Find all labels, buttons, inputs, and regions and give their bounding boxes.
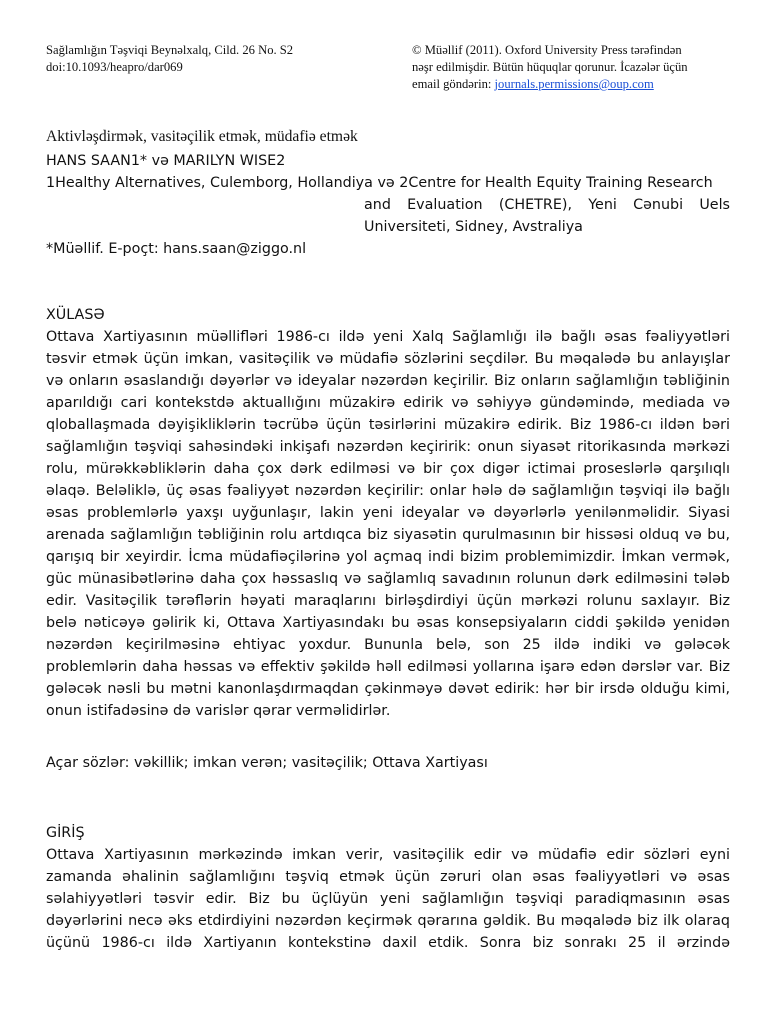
permissions-email-link[interactable]: journals.permissions@oup.com <box>494 77 654 91</box>
abstract-line: edir. Vasitəçilik tərəflərin həyati maraqlarını birləşdirdiyi üçün mərkəzi rolunu saxlayır. Biz <box>46 593 730 609</box>
abstract-heading: XÜLASƏ <box>46 307 105 323</box>
introduction-line: dəyərlərini necə əks etdirdiyini nəzərdən keçirmək qərarına gəldik. Bu məqalədə biz ilk olaraq <box>46 913 730 929</box>
abstract-line: onun istifadəsinə də varislər qərar verməlidirlər. <box>46 703 391 719</box>
abstract-line: arenada sağlamlığın təbliğinin rolu artdıqca biz siyasətin qurulmasının bir hissəsi olduq və bu, <box>46 527 730 543</box>
abstract-line: sağlamlığın təşviqi sahəsindəki inkişafı nəzərdən keçiririk: onun siyasət ritorikasında mərkəzi <box>46 439 730 455</box>
abstract-line: nəzərdən keçirilməsinə ehtiyac yoxdur. Bununla belə, son 25 ildə indiki və gələcək <box>46 637 730 653</box>
doi: doi:10.1093/heapro/dar069 <box>46 60 183 74</box>
article-title: Aktivləşdirmək, vasitəçilik etmək, müdafiə etmək <box>46 128 358 145</box>
copyright-line: nəşr edilmişdir. Bütün hüquqlar qorunur. İcazələr üçün <box>412 60 688 74</box>
permissions-line <box>412 76 732 93</box>
abstract-line: Ottava Xartiyasının müəllifləri 1986-cı ildə yeni Xalq Sağlamlığı ilə bağlı əsas fəaliyyətləri <box>46 329 730 345</box>
introduction-line: Ottava Xartiyasının mərkəzində imkan verir, vasitəçilik edir və müdafiə edir sözləri eyni <box>46 847 730 863</box>
abstract-text <box>46 326 730 722</box>
abstract-line: belə nəticəyə gəlirik ki, Ottava Xartiyasındakı bu əsas konsepsiyaların ciddi şəkildə yenidən <box>46 615 730 631</box>
introduction-line: zamanda əhalinin sağlamlığını təşviq etmək üçün zəruri olan əsas fəaliyyətləri və əsas <box>46 869 730 885</box>
abstract-line: qarışıq bir xeyirdir. İcma müdafiəçilərinə yol açmaq indi bizim problemimizdir. İmkan vermək, <box>46 549 730 565</box>
abstract-line: problemlərin daha həssas və effektiv şəkildə həll edilməsi yollarına işarə edən dərslər var. Biz <box>46 659 730 675</box>
abstract-line: güc münasibətlərinə daha çox həssaslıq və sağlamlıq savadının rolunun dərk edilməsini tələb <box>46 571 730 587</box>
journal-citation: Sağlamlığın Təşviqi Beynəlxalq, Cild. 26 No. S2 <box>46 43 294 57</box>
abstract-line: gələcək nəsli bu mətni kanonlaşdırmaqdan çəkinməyə dəvət edirik: hər bir irsdə olduğu kimi, <box>46 681 730 697</box>
introduction-line: üçünü 1986-cı ildə Xartiyanın kontekstinə daxil etdik. Sonra biz sonrakı 25 il ərzində <box>46 935 730 951</box>
affiliation-line: and Evaluation (CHETRE), Yeni Cənubi Uels <box>364 197 730 213</box>
keywords: Açar sözlər: vəkillik; imkan verən; vasitəçilik; Ottava Xartiyası <box>46 755 488 771</box>
abstract-line: əsas problemlərlə yaxşı uyğunlaşır, lakin yeni ideyalar və dəyərlərlə yenilənməlidir. Siyasi <box>46 505 730 521</box>
abstract-line: qloballaşmada dəyişikliklərin təcrübə üçün təsirlərini müzakirə edirik. Biz 1986-cı ildən bəri <box>46 417 730 433</box>
abstract-line: aparıldığı cari kontekstdə aktuallığını müzakirə edirik və səhiyyə gündəmində, mediada və <box>46 395 730 411</box>
journal-header <box>46 42 386 76</box>
copyright-line: © Müəllif (2011). Oxford University Press tərəfindən <box>412 43 682 57</box>
abstract-line: əlaqə. Beləliklə, üç əsas fəaliyyət nəzərdən keçirilir: onlar hələ də sağlamlığın təşviqi ilə bağlı <box>46 483 730 499</box>
introduction-heading: GİRİŞ <box>46 825 85 841</box>
abstract-line: və onların əsaslandığı dəyərlər və ideyalar nəzərdən keçirilir. Biz onların sağlamlığın təbliğinin <box>46 373 730 389</box>
introduction-line: səlahiyyətləri təsvir edir. Biz bu üçlüyün yeni sağlamlığın təşviqi paradiqmasının əsas <box>46 891 730 907</box>
permissions-prefix: email göndərin: <box>412 77 495 91</box>
article-authors: HANS SAAN1* və MARILYN WISE2 <box>46 153 286 169</box>
introduction-text <box>46 844 730 954</box>
abstract-line: rolu, mürəkkəbliklərin daha çox dərk edilməsi və bir çox digər ictimai proseslərlə qarşılıqlı <box>46 461 730 477</box>
copyright-notice <box>412 42 732 93</box>
affiliation-line: Universiteti, Sidney, Avstraliya <box>364 219 583 235</box>
correspondence-email: *Müəllif. E-poçt: hans.saan@ziggo.nl <box>46 241 307 257</box>
affiliation-line: 1Healthy Alternatives, Culemborg, Hollandiya və 2Centre for Health Equity Training Research <box>46 175 713 191</box>
abstract-line: təsvir etmək üçün imkan, vasitəçilik və müdafiə sözlərini seçdilər. Bu məqalədə bu anlayışlar <box>46 351 730 367</box>
